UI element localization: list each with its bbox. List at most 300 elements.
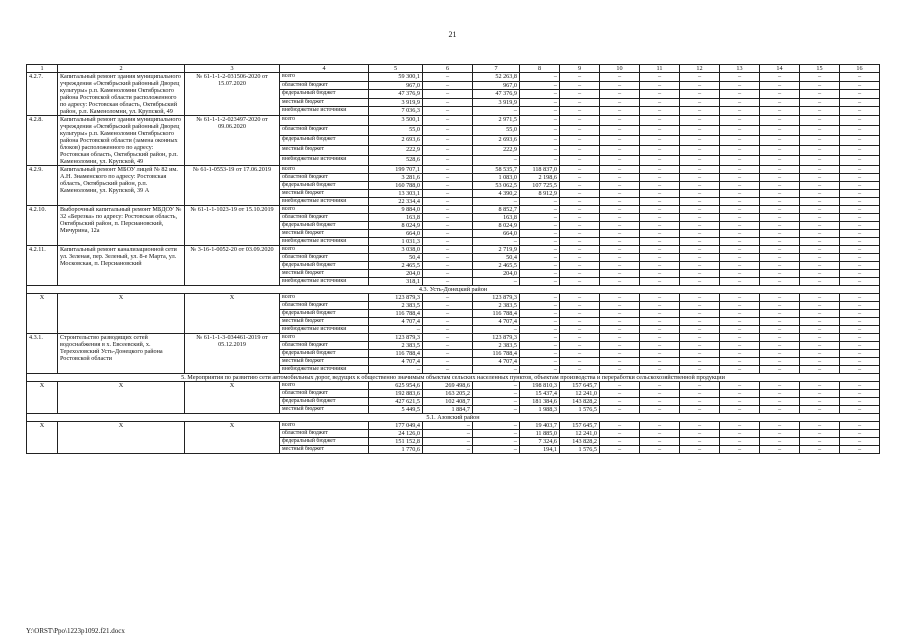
value-col-16: –: [840, 81, 880, 90]
value-col-7: –: [473, 422, 520, 430]
value-col-10: –: [600, 136, 640, 146]
value-col-11: –: [640, 422, 680, 430]
value-col-12: –: [680, 422, 720, 430]
value-col-5: 13 303,1: [369, 190, 423, 198]
column-number: 10: [600, 65, 640, 73]
value-col-7: –: [473, 398, 520, 406]
funding-source-label: областной бюджет: [280, 214, 369, 222]
value-col-5: 22 334,4: [369, 198, 423, 206]
value-col-9: –: [560, 358, 600, 366]
section-title-5-1: 5.1. Азовский район: [27, 414, 880, 422]
value-col-10: –: [600, 222, 640, 230]
value-col-14: –: [760, 342, 800, 350]
value-col-16: –: [840, 230, 880, 238]
item-document: № 61-1-1-3-034461-2019 от 05.12.2019: [185, 334, 280, 374]
value-col-10: –: [600, 73, 640, 82]
funding-source-label: федеральный бюджет: [280, 222, 369, 230]
value-col-10: –: [600, 230, 640, 238]
value-col-9: –: [560, 366, 600, 374]
value-col-13: –: [720, 406, 760, 414]
value-col-11: –: [640, 166, 680, 174]
value-col-5: 3 281,6: [369, 174, 423, 182]
item-document: Х: [185, 382, 280, 414]
value-col-11: –: [640, 270, 680, 278]
value-col-16: –: [840, 126, 880, 136]
value-col-10: –: [600, 390, 640, 398]
value-col-14: –: [760, 254, 800, 262]
table-row: [27, 73, 880, 82]
value-col-7: –: [473, 198, 520, 206]
value-col-15: –: [800, 81, 840, 90]
value-col-12: –: [680, 146, 720, 156]
value-col-10: –: [600, 98, 640, 107]
value-col-11: –: [640, 278, 680, 286]
funding-source-label: местный бюджет: [280, 318, 369, 326]
value-col-15: –: [800, 222, 840, 230]
value-col-15: –: [800, 116, 840, 126]
value-col-10: –: [600, 382, 640, 390]
funding-source-label: местный бюджет: [280, 98, 369, 107]
value-col-12: –: [680, 190, 720, 198]
item-document: Х: [185, 422, 280, 454]
value-col-5: 3 038,0: [369, 246, 423, 254]
value-col-15: –: [800, 406, 840, 414]
value-col-6: 1 884,7: [423, 406, 473, 414]
value-col-13: –: [720, 390, 760, 398]
value-col-9: –: [560, 156, 600, 166]
value-col-13: –: [720, 446, 760, 454]
value-col-7: 123 879,3: [473, 294, 520, 302]
value-col-6: –: [423, 262, 473, 270]
value-col-7: 58 535,7: [473, 166, 520, 174]
value-col-9: 1 576,5: [560, 446, 600, 454]
value-col-16: –: [840, 98, 880, 107]
value-col-15: –: [800, 302, 840, 310]
funding-source-label: областной бюджет: [280, 81, 369, 90]
value-col-16: –: [840, 422, 880, 430]
value-col-12: –: [680, 166, 720, 174]
value-col-11: –: [640, 230, 680, 238]
value-col-10: –: [600, 302, 640, 310]
item-name: Капитальный ремонт здания муниципального учреждения «Октябрьский районный Дворец культуры» р.п. Каменоломни Октябрьского района Ростовской области расположенного по адресу: Ростовская область, Октябрьский район, р.п. Каменоломни, ул. Крупской, 49: [58, 73, 185, 116]
item-name: Строительство разводящих сетей водоснабжения в х. Евсеевский, х. Терехоловский Усть-Донецкого района Ростовской области: [58, 334, 185, 374]
value-col-15: –: [800, 294, 840, 302]
value-col-12: –: [680, 302, 720, 310]
funding-source-label: федеральный бюджет: [280, 438, 369, 446]
funding-source-label: всего: [280, 334, 369, 342]
value-col-11: –: [640, 382, 680, 390]
value-col-15: –: [800, 422, 840, 430]
value-col-8: –: [520, 81, 560, 90]
value-col-10: –: [600, 350, 640, 358]
value-col-5: 2 465,5: [369, 262, 423, 270]
value-col-9: –: [560, 136, 600, 146]
table-row: [27, 294, 880, 302]
value-col-10: –: [600, 446, 640, 454]
value-col-9: 12 241,0: [560, 390, 600, 398]
value-col-8: –: [520, 222, 560, 230]
value-col-6: 102 408,7: [423, 398, 473, 406]
value-col-13: –: [720, 294, 760, 302]
value-col-7: 204,0: [473, 270, 520, 278]
section-row: [27, 414, 880, 422]
value-col-7: 8 852,7: [473, 206, 520, 214]
value-col-15: –: [800, 382, 840, 390]
value-col-13: –: [720, 81, 760, 90]
value-col-13: –: [720, 214, 760, 222]
value-col-9: –: [560, 214, 600, 222]
value-col-16: –: [840, 116, 880, 126]
column-numbers-row: [27, 65, 880, 73]
value-col-13: –: [720, 326, 760, 334]
value-col-5: 1 031,3: [369, 238, 423, 246]
value-col-9: 12 241,0: [560, 430, 600, 438]
value-col-14: –: [760, 107, 800, 116]
column-number: 4: [280, 65, 369, 73]
value-col-16: –: [840, 214, 880, 222]
value-col-13: –: [720, 238, 760, 246]
value-col-7: –: [473, 107, 520, 116]
value-col-5: 116 788,4: [369, 350, 423, 358]
value-col-6: –: [423, 342, 473, 350]
value-col-11: –: [640, 98, 680, 107]
value-col-15: –: [800, 262, 840, 270]
value-col-7: 3 919,9: [473, 98, 520, 107]
value-col-6: –: [423, 278, 473, 286]
value-col-10: –: [600, 206, 640, 214]
value-col-9: –: [560, 254, 600, 262]
value-col-9: –: [560, 326, 600, 334]
item-name: Капитальный ремонт здания муниципального учреждения «Октябрьский районный Дворец культуры» р.п. Каменоломни Октябрьского района Ростовской области (замена оконных блоков) расположенного по адресу: Ростовская область, Октябрьский район, р.п. Каменоломни, ул. Крупской, 49: [58, 116, 185, 166]
value-col-8: 2 198,6: [520, 174, 560, 182]
table-row: [27, 334, 880, 342]
value-col-8: –: [520, 73, 560, 82]
value-col-16: –: [840, 334, 880, 342]
funding-source-label: внебюджетные источники: [280, 238, 369, 246]
value-col-7: 2 383,5: [473, 302, 520, 310]
column-number: 12: [680, 65, 720, 73]
value-col-13: –: [720, 98, 760, 107]
value-col-8: 194,1: [520, 446, 560, 454]
value-col-10: –: [600, 310, 640, 318]
value-col-12: –: [680, 446, 720, 454]
value-col-9: –: [560, 294, 600, 302]
value-col-13: –: [720, 302, 760, 310]
value-col-13: –: [720, 350, 760, 358]
value-col-14: –: [760, 310, 800, 318]
value-col-5: 4 707,4: [369, 318, 423, 326]
value-col-16: –: [840, 262, 880, 270]
value-col-9: 143 828,2: [560, 438, 600, 446]
column-number: 14: [760, 65, 800, 73]
funding-source-label: внебюджетные источники: [280, 107, 369, 116]
value-col-11: –: [640, 107, 680, 116]
item-number: Х: [27, 382, 58, 414]
value-col-12: –: [680, 342, 720, 350]
value-col-5: 664,0: [369, 230, 423, 238]
value-col-9: –: [560, 73, 600, 82]
value-col-10: –: [600, 358, 640, 366]
value-col-9: –: [560, 262, 600, 270]
value-col-13: –: [720, 107, 760, 116]
funding-source-label: областной бюджет: [280, 390, 369, 398]
value-col-5: 160 788,0: [369, 182, 423, 190]
value-col-7: 163,8: [473, 214, 520, 222]
value-col-13: –: [720, 174, 760, 182]
value-col-16: –: [840, 438, 880, 446]
value-col-7: 2 971,5: [473, 116, 520, 126]
value-col-7: 2 383,5: [473, 342, 520, 350]
value-col-12: –: [680, 326, 720, 334]
value-col-15: –: [800, 246, 840, 254]
value-col-15: –: [800, 430, 840, 438]
value-col-7: –: [473, 390, 520, 398]
value-col-9: –: [560, 116, 600, 126]
value-col-11: –: [640, 182, 680, 190]
funding-source-label: всего: [280, 294, 369, 302]
value-col-8: –: [520, 206, 560, 214]
value-col-15: –: [800, 318, 840, 326]
value-col-11: –: [640, 262, 680, 270]
value-col-5: 9 884,0: [369, 206, 423, 214]
table-row: [27, 382, 880, 390]
value-col-6: –: [423, 90, 473, 99]
value-col-13: –: [720, 198, 760, 206]
value-col-11: –: [640, 81, 680, 90]
value-col-5: 199 707,1: [369, 166, 423, 174]
value-col-5: 3 500,1: [369, 116, 423, 126]
value-col-6: –: [423, 310, 473, 318]
item-name: Х: [58, 294, 185, 334]
value-col-5: 47 376,9: [369, 90, 423, 99]
value-col-10: –: [600, 198, 640, 206]
value-col-10: –: [600, 438, 640, 446]
value-col-9: –: [560, 174, 600, 182]
table-row: [27, 246, 880, 254]
section-row: [27, 286, 880, 294]
value-col-8: –: [520, 107, 560, 116]
value-col-16: –: [840, 358, 880, 366]
value-col-6: –: [423, 206, 473, 214]
value-col-14: –: [760, 206, 800, 214]
value-col-14: –: [760, 318, 800, 326]
value-col-6: –: [423, 318, 473, 326]
value-col-5: 59 300,1: [369, 73, 423, 82]
value-col-6: –: [423, 198, 473, 206]
value-col-5: 222,9: [369, 146, 423, 156]
value-col-16: –: [840, 190, 880, 198]
value-col-12: –: [680, 73, 720, 82]
funding-source-label: внебюджетные источники: [280, 326, 369, 334]
value-col-10: –: [600, 182, 640, 190]
value-col-6: –: [423, 254, 473, 262]
value-col-11: –: [640, 366, 680, 374]
value-col-16: –: [840, 430, 880, 438]
value-col-15: –: [800, 107, 840, 116]
value-col-12: –: [680, 278, 720, 286]
value-col-14: –: [760, 81, 800, 90]
item-name: Капитальный ремонт МБОУ лицей № 82 им. А.Н. Знаменского по адресу: Ростовская область, Октябрьский район, р.п. Каменоломни, ул. Крупской, 39 А: [58, 166, 185, 206]
value-col-15: –: [800, 126, 840, 136]
value-col-15: –: [800, 174, 840, 182]
item-document: № 61-1-1-2-023497-2020 от 09.06.2020: [185, 116, 280, 166]
value-col-7: 50,4: [473, 254, 520, 262]
value-col-9: –: [560, 334, 600, 342]
value-col-7: 116 788,4: [473, 310, 520, 318]
column-number: 13: [720, 65, 760, 73]
value-col-15: –: [800, 182, 840, 190]
value-col-15: –: [800, 190, 840, 198]
value-col-16: –: [840, 366, 880, 374]
column-number: 11: [640, 65, 680, 73]
value-col-13: –: [720, 222, 760, 230]
value-col-10: –: [600, 254, 640, 262]
value-col-10: –: [600, 166, 640, 174]
value-col-14: –: [760, 190, 800, 198]
value-col-6: –: [423, 350, 473, 358]
value-col-9: –: [560, 198, 600, 206]
value-col-5: 2 383,5: [369, 342, 423, 350]
value-col-15: –: [800, 446, 840, 454]
item-name: Х: [58, 382, 185, 414]
value-col-15: –: [800, 146, 840, 156]
page-number: 21: [448, 30, 457, 39]
value-col-8: –: [520, 358, 560, 366]
value-col-5: –: [369, 326, 423, 334]
item-name: Выборочный капитальный ремонт МБДОУ № 32 «Березка» по адресу: Ростовская область, Октябрьский район, п. Персиановский, Мичурина, 12а: [58, 206, 185, 246]
section-title-5: 5. Мероприятия по развитию сети автомобильных дорог, ведущих к общественно значимым объектам сельских населенных пунктов, объектам производства и переработки сельскохозяйственной продукции: [27, 374, 880, 382]
item-number: Х: [27, 294, 58, 334]
value-col-6: –: [423, 334, 473, 342]
value-col-16: –: [840, 182, 880, 190]
funding-source-label: федеральный бюджет: [280, 398, 369, 406]
value-col-6: –: [423, 136, 473, 146]
value-col-15: –: [800, 254, 840, 262]
value-col-11: –: [640, 214, 680, 222]
value-col-6: –: [423, 107, 473, 116]
value-col-5: 318,1: [369, 278, 423, 286]
value-col-10: –: [600, 294, 640, 302]
value-col-14: –: [760, 116, 800, 126]
value-col-11: –: [640, 238, 680, 246]
table-row: [27, 166, 880, 174]
value-col-15: –: [800, 398, 840, 406]
value-col-11: –: [640, 406, 680, 414]
value-col-14: –: [760, 366, 800, 374]
value-col-16: –: [840, 406, 880, 414]
column-number: 2: [58, 65, 185, 73]
funding-source-label: внебюджетные источники: [280, 278, 369, 286]
value-col-13: –: [720, 422, 760, 430]
funding-source-label: местный бюджет: [280, 270, 369, 278]
value-col-5: 427 621,5: [369, 398, 423, 406]
value-col-9: –: [560, 126, 600, 136]
value-col-13: –: [720, 230, 760, 238]
value-col-11: –: [640, 438, 680, 446]
value-col-15: –: [800, 230, 840, 238]
value-col-8: –: [520, 294, 560, 302]
column-number: 16: [840, 65, 880, 73]
funding-source-label: местный бюджет: [280, 146, 369, 156]
value-col-10: –: [600, 334, 640, 342]
value-col-7: 2 465,5: [473, 262, 520, 270]
value-col-7: –: [473, 156, 520, 166]
value-col-8: –: [520, 246, 560, 254]
value-col-9: –: [560, 230, 600, 238]
value-col-5: 3 919,9: [369, 98, 423, 107]
value-col-8: 8 912,9: [520, 190, 560, 198]
value-col-14: –: [760, 446, 800, 454]
table-row: [27, 206, 880, 214]
value-col-16: –: [840, 294, 880, 302]
value-col-5: 123 879,3: [369, 334, 423, 342]
value-col-5: 2 383,5: [369, 302, 423, 310]
value-col-10: –: [600, 422, 640, 430]
value-col-14: –: [760, 398, 800, 406]
funding-source-label: федеральный бюджет: [280, 182, 369, 190]
value-col-12: –: [680, 318, 720, 326]
value-col-10: –: [600, 126, 640, 136]
value-col-12: –: [680, 156, 720, 166]
value-col-8: –: [520, 136, 560, 146]
value-col-11: –: [640, 318, 680, 326]
item-number: 4.2.8.: [27, 116, 58, 166]
value-col-16: –: [840, 206, 880, 214]
value-col-6: –: [423, 358, 473, 366]
value-col-12: –: [680, 174, 720, 182]
value-col-7: –: [473, 382, 520, 390]
funding-source-label: местный бюджет: [280, 358, 369, 366]
value-col-12: –: [680, 230, 720, 238]
value-col-10: –: [600, 342, 640, 350]
value-col-6: –: [423, 302, 473, 310]
funding-source-label: внебюджетные источники: [280, 198, 369, 206]
value-col-5: 163,8: [369, 214, 423, 222]
value-col-8: –: [520, 98, 560, 107]
funding-source-label: всего: [280, 206, 369, 214]
value-col-14: –: [760, 270, 800, 278]
value-col-6: –: [423, 222, 473, 230]
value-col-14: –: [760, 278, 800, 286]
value-col-13: –: [720, 73, 760, 82]
value-col-6: –: [423, 126, 473, 136]
funding-source-label: федеральный бюджет: [280, 350, 369, 358]
table-body: [27, 65, 880, 454]
value-col-11: –: [640, 398, 680, 406]
value-col-10: –: [600, 174, 640, 182]
value-col-7: 116 788,4: [473, 350, 520, 358]
value-col-11: –: [640, 206, 680, 214]
value-col-14: –: [760, 334, 800, 342]
value-col-7: 4 707,4: [473, 358, 520, 366]
value-col-5: 5 449,5: [369, 406, 423, 414]
funding-source-label: всего: [280, 422, 369, 430]
value-col-6: –: [423, 116, 473, 126]
value-col-9: 157 645,7: [560, 382, 600, 390]
value-col-11: –: [640, 156, 680, 166]
value-col-15: –: [800, 214, 840, 222]
value-col-5: –: [369, 366, 423, 374]
funding-source-label: всего: [280, 73, 369, 82]
value-col-6: –: [423, 366, 473, 374]
value-col-16: –: [840, 342, 880, 350]
value-col-16: –: [840, 446, 880, 454]
value-col-14: –: [760, 126, 800, 136]
value-col-12: –: [680, 107, 720, 116]
value-col-10: –: [600, 270, 640, 278]
value-col-10: –: [600, 156, 640, 166]
funding-source-label: местный бюджет: [280, 446, 369, 454]
